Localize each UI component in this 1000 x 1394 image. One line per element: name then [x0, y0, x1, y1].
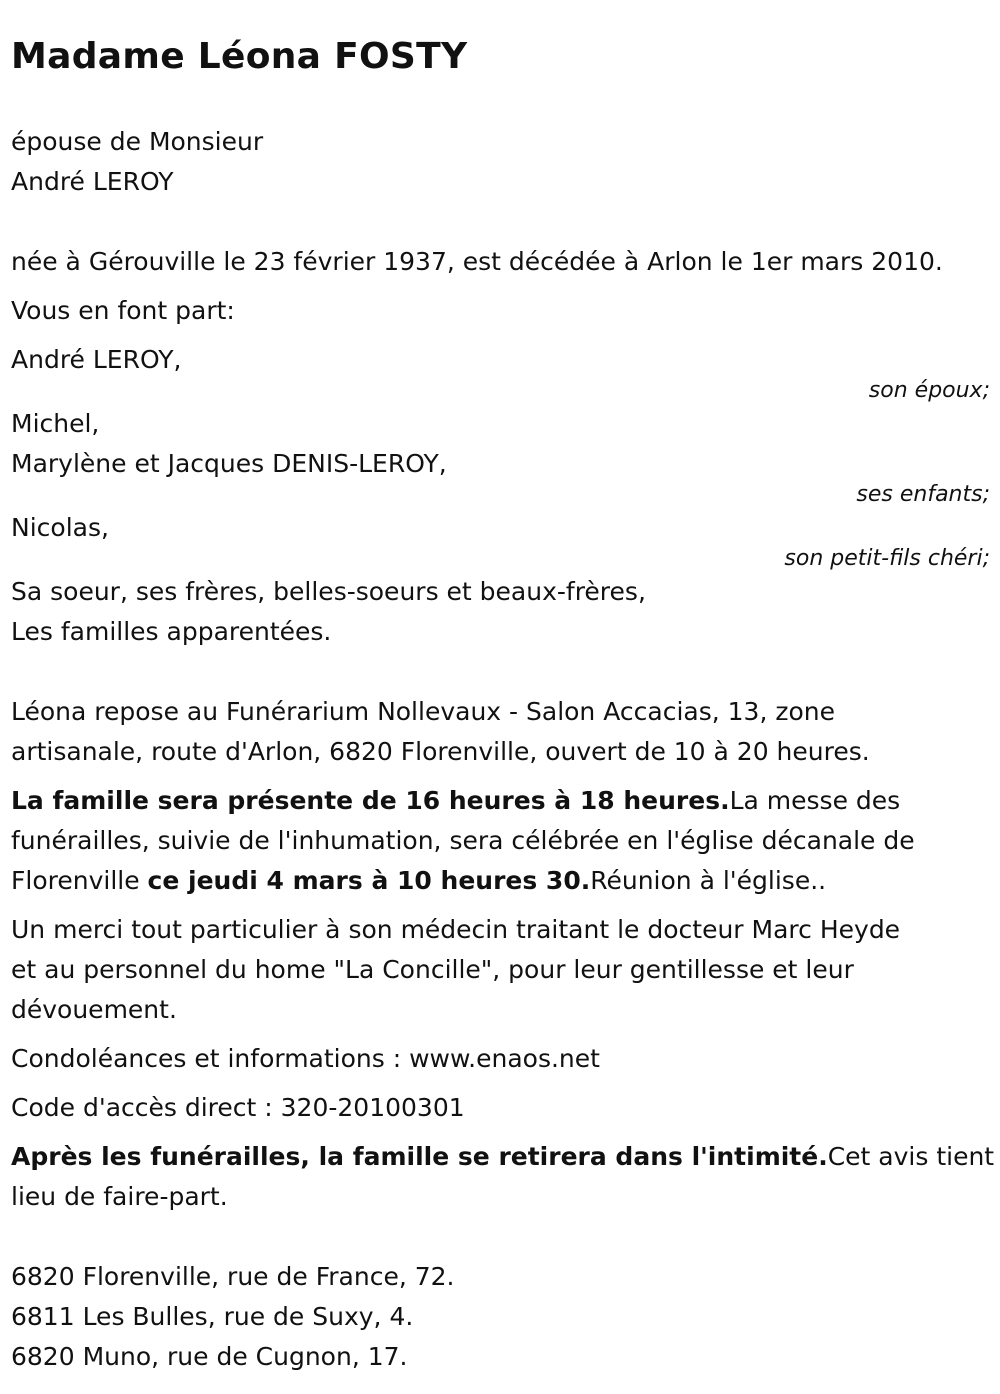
husband-role: son époux; [868, 378, 990, 403]
siblings-line: Sa soeur, ses frères, belles-soeurs et beaux-frères, [11, 577, 646, 606]
children-role: ses enfants; [856, 482, 990, 507]
spacer [11, 1128, 990, 1137]
condolences-line: Condoléances et informations : www.enaos.net [11, 1044, 600, 1073]
spacer [11, 79, 990, 122]
page-title: Madame Léona FOSTY [11, 36, 468, 77]
spacer [11, 1030, 990, 1039]
grandchild-role: son petit-fils chéri; [784, 546, 990, 571]
child-name: Michel, [11, 409, 100, 438]
notice-text: Cet avis tient [827, 1142, 995, 1171]
family-presence-text: La famille sera présente de 16 heures à 18 heures. [11, 786, 730, 815]
place-text: Florenville [11, 866, 148, 895]
ceremony-block [11, 781, 990, 901]
repose-line: artisanale, route d'Arlon, 6820 Florenville, ouvert de 10 à 20 heures. [11, 737, 870, 766]
spacer [11, 1079, 990, 1088]
addresses-block [11, 1257, 990, 1377]
husband-block [11, 340, 990, 402]
thanks-block [11, 910, 990, 1030]
repose-line: Léona repose au Funérarium Nollevaux - Salon Accacias, 13, zone [11, 697, 835, 726]
thanks-line: Un merci tout particulier à son médecin traitant le docteur Marc Heyde [11, 915, 901, 944]
meeting-text: Réunion à l'église.. [590, 866, 827, 895]
husband-name: André LEROY, [11, 345, 182, 374]
ceremony-line [11, 781, 990, 821]
relatives-block [11, 572, 990, 652]
grandchild-block [11, 508, 990, 570]
after-line: lieu de faire-part. [11, 1182, 228, 1211]
repose-block [11, 692, 990, 772]
spouse-line: épouse de Monsieur [11, 127, 264, 156]
spacer [11, 331, 990, 340]
address-line: 6820 Muno, rue de Cugnon, 17. [11, 1342, 408, 1371]
announce-line: Vous en font part: [11, 296, 235, 325]
ceremony-line [11, 861, 990, 901]
spacer [11, 1217, 990, 1257]
ceremony-date-text: ce jeudi 4 mars à 10 heures 30. [147, 866, 591, 895]
address-line: 6811 Les Bulles, rue de Suxy, 4. [11, 1302, 414, 1331]
child-name: Marylène et Jacques DENIS-LEROY, [11, 449, 447, 478]
birth-death-line: née à Gérouville le 23 février 1937, est décédée à Arlon le 1er mars 2010. [11, 247, 943, 276]
children-block [11, 404, 990, 506]
thanks-line: et au personnel du home "La Concille", pour leur gentillesse et leur [11, 955, 854, 984]
after-line [11, 1137, 995, 1177]
thanks-line: dévouement. [11, 995, 177, 1024]
spouse-name: André LEROY [11, 167, 174, 196]
spacer [11, 772, 990, 781]
spacer [11, 282, 990, 291]
after-block [11, 1137, 995, 1217]
relatives-line: Les familles apparentées. [11, 617, 332, 646]
grandchild-name: Nicolas, [11, 513, 109, 542]
spacer [11, 652, 990, 692]
access-code-line: Code d'accès direct : 320-20100301 [11, 1093, 465, 1122]
spouse-block [11, 122, 990, 202]
mass-text: La messe des [729, 786, 901, 815]
address-line: 6820 Florenville, rue de France, 72. [11, 1262, 455, 1291]
spacer [11, 202, 990, 242]
ceremony-line: funérailles, suivie de l'inhumation, sera célébrée en l'église décanale de [11, 826, 915, 855]
spacer [11, 901, 990, 910]
intimacy-text: Après les funérailles, la famille se retirera dans l'intimité. [11, 1142, 828, 1171]
